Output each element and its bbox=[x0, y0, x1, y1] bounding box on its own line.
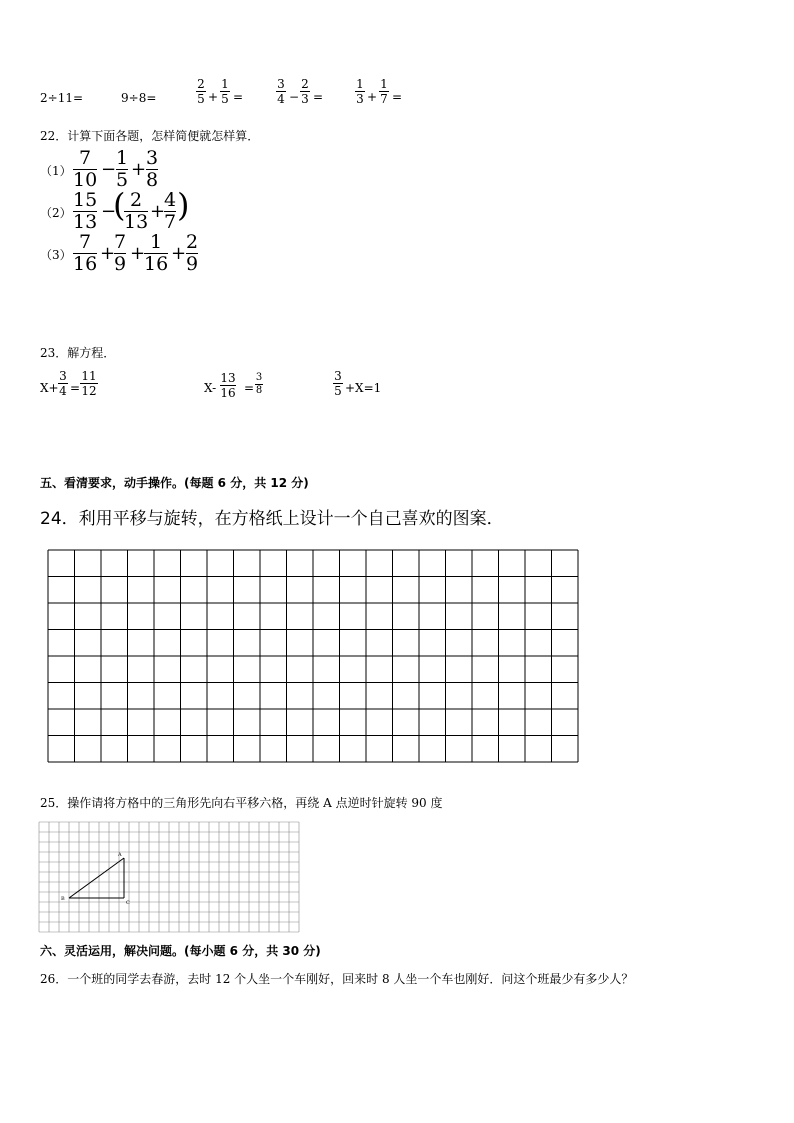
eq1-prefix: X+ bbox=[40, 381, 59, 395]
frac-2-9: 2 9 bbox=[186, 231, 199, 275]
expr-9-div-8: 9÷8= bbox=[121, 91, 157, 105]
frac-2-3: 2 3 bbox=[301, 77, 309, 106]
frac-13-16: 13 16 bbox=[220, 371, 236, 400]
right-paren: ) bbox=[177, 186, 190, 224]
part-2-label: （2） bbox=[40, 206, 72, 220]
plus-op: + bbox=[130, 243, 146, 264]
frac-3-4: 3 4 bbox=[277, 77, 285, 106]
question-24-title: 24．利用平移与旋转，在方格纸上设计一个自己喜欢的图案． bbox=[40, 509, 504, 529]
frac-1-5: 1 5 bbox=[221, 77, 229, 106]
question-26-title: 26．一个班的同学去春游，去时 12 个人坐一个车刚好，回来时 8 人坐一个车也刚好．问这个班最少有多少人？ bbox=[40, 972, 634, 986]
eq3-suffix: +X=1 bbox=[345, 381, 382, 395]
frac-3-8: 3 8 bbox=[255, 372, 263, 396]
question-25-title: 25．操作请将方格中的三角形先向右平移六格，再绕 A 点逆时针旋转 90 度 bbox=[40, 796, 443, 810]
label-c: C bbox=[126, 900, 130, 906]
frac-3-4: 3 4 bbox=[59, 369, 67, 398]
triangle-grid[interactable] bbox=[38, 820, 300, 934]
section-6-heading: 六、灵活运用，解决问题。(每小题 6 分，共 30 分) bbox=[40, 944, 321, 958]
frac-7-10: 7 10 bbox=[73, 147, 98, 191]
frac-2-5: 2 5 bbox=[197, 77, 205, 106]
minus-op: − bbox=[289, 90, 300, 104]
plus-op: + bbox=[171, 243, 187, 264]
frac-7-16: 7 16 bbox=[73, 231, 98, 275]
left-paren: ( bbox=[113, 186, 126, 224]
question-22-title: 22．计算下面各题，怎样简便就怎样算． bbox=[40, 129, 260, 143]
equals-op: = bbox=[392, 90, 403, 104]
plus-op: + bbox=[208, 90, 219, 104]
minus-op: − bbox=[101, 159, 117, 180]
equals-op: = bbox=[244, 381, 255, 395]
equals-op: = bbox=[70, 381, 81, 395]
frac-3-5: 3 5 bbox=[334, 369, 342, 398]
minus-op: − bbox=[101, 201, 117, 222]
frac-7-9: 7 9 bbox=[114, 231, 127, 275]
part-3-label: （3） bbox=[40, 248, 72, 262]
plus-op: + bbox=[100, 243, 116, 264]
plus-op: + bbox=[150, 201, 166, 222]
frac-1-16: 1 16 bbox=[144, 231, 169, 275]
frac-1-7: 1 7 bbox=[380, 77, 388, 106]
frac-1-3: 1 3 bbox=[356, 77, 364, 106]
plus-op: + bbox=[367, 90, 378, 104]
frac-4-7: 4 7 bbox=[164, 189, 177, 233]
frac-2-13: 2 13 bbox=[124, 189, 149, 233]
expr-2-div-11: 2÷11= bbox=[40, 91, 84, 105]
frac-3-8: 3 8 bbox=[146, 147, 159, 191]
equals-op: = bbox=[233, 90, 244, 104]
plus-op: + bbox=[131, 159, 147, 180]
design-grid[interactable] bbox=[46, 548, 580, 764]
equals-op: = bbox=[313, 90, 324, 104]
eq2-prefix: X- bbox=[204, 381, 217, 395]
frac-15-13: 15 13 bbox=[73, 189, 98, 233]
frac-1-5: 1 5 bbox=[116, 147, 129, 191]
frac-11-12: 11 12 bbox=[81, 369, 97, 398]
part-1-label: （1） bbox=[40, 164, 72, 178]
label-a: A bbox=[118, 852, 122, 858]
section-5-heading: 五、看清要求，动手操作。(每题 6 分，共 12 分) bbox=[40, 476, 309, 490]
question-23-title: 23．解方程． bbox=[40, 346, 116, 360]
label-b: B bbox=[61, 896, 65, 902]
